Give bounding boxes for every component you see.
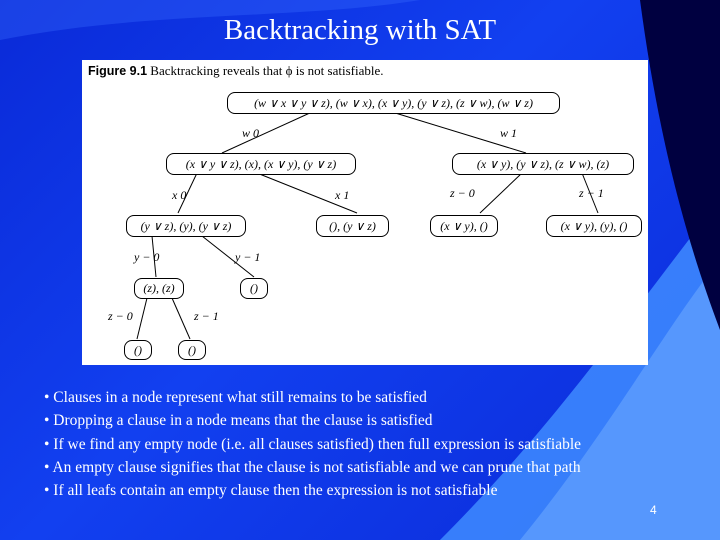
edge-label-w0: w 0	[242, 126, 260, 140]
page-number: 4	[650, 503, 657, 517]
tree-node-root: (w ∨ x ∨ y ∨ z), (w ∨ x), (x ∨ y), (y ∨ z), (z ∨ w), (w ∨ z)	[227, 92, 560, 114]
figure-panel	[82, 60, 648, 365]
bullet-list	[44, 386, 704, 502]
edge-label-z0-left: z − 0	[108, 309, 133, 323]
tree-node-w0x1: (), (y ∨ z)	[316, 215, 389, 237]
tree-node-w1z1: (x ∨ y), (y), ()	[546, 215, 642, 237]
edge-y0-z1	[172, 298, 190, 339]
edge-root-w0	[222, 112, 312, 153]
edge-label-z1-left: z − 1	[194, 309, 219, 323]
figure-caption-label: Figure 9.1	[88, 64, 148, 78]
edge-label-y1: y − 1	[235, 250, 261, 264]
tree-node-w0x0y1: ()	[240, 278, 268, 299]
tree-node-w1: (x ∨ y), (y ∨ z), (z ∨ w), (z)	[452, 153, 634, 175]
edge-label-x0: x 0	[172, 188, 187, 202]
edge-label-x1: x 1	[335, 188, 350, 202]
bullet-item: • Dropping a clause in a node means that the clause is satisfied	[44, 412, 433, 430]
edge-label-w1: w 1	[500, 126, 518, 140]
tree-node-w0x0: (y ∨ z), (y), (y ∨ z)	[126, 215, 246, 237]
tree-node-w0x0y0: (z), (z)	[134, 278, 184, 299]
edge-label-y0: y − 0	[134, 250, 160, 264]
edge-label-z1-right: z − 1	[579, 186, 604, 200]
tree-node-w0x0y0z1: ()	[178, 340, 206, 360]
edge-w1-z0	[480, 173, 522, 213]
figure-caption-text: Backtracking reveals that ϕ is not satisfiable.	[150, 63, 384, 78]
bullet-item: • Clauses in a node represent what still remains to be satisfied	[44, 389, 427, 406]
bullet-item: • If we find any empty node (i.e. all clauses satisfied) then full expression is satisfiable	[44, 435, 582, 453]
tree-node-w0: (x ∨ y ∨ z), (x), (x ∨ y), (y ∨ z)	[166, 153, 356, 175]
bullet-item: • If all leafs contain an empty clause then the expression is not satisfiable	[44, 482, 498, 500]
tree-node-w0x0y0z0: ()	[124, 340, 152, 360]
tree-node-w1z0: (x ∨ y), ()	[430, 215, 498, 237]
edge-label-z0-right: z − 0	[450, 186, 475, 200]
bullet-item: • An empty clause signifies that the clause is not satisfiable and we can prune that path	[44, 458, 581, 476]
edge-y0-z0	[137, 298, 147, 339]
slide-title: Backtracking with SAT	[223, 14, 497, 46]
